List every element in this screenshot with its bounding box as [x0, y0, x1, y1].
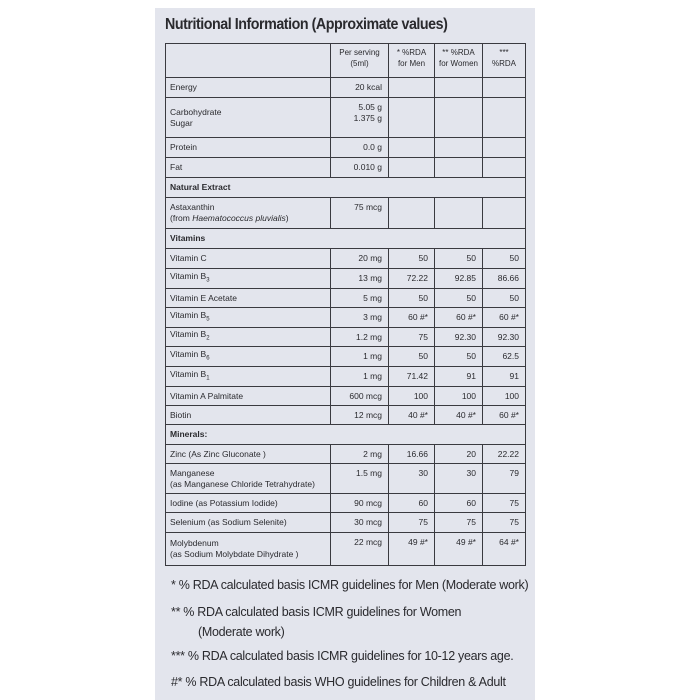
table-row [166, 367, 526, 387]
rda-men-cell [389, 464, 435, 494]
per-serving-cell [331, 78, 389, 98]
rda-women: 100 [461, 390, 476, 401]
nutrient-name: Vitamin B [170, 329, 207, 340]
nutrient-name: Zinc (As Zinc Gluconate ) [170, 448, 266, 459]
nutrient-name: Vitamin B [170, 270, 207, 281]
per-serving-cell [331, 464, 389, 494]
rda-women-cell [435, 445, 483, 464]
rda-women-cell [435, 464, 483, 494]
rda-men: 60 [418, 497, 428, 508]
rda-children: 60 #* [499, 312, 519, 322]
rda-cell [483, 328, 526, 347]
rda-men-cell [389, 249, 435, 269]
header-cell: * %RDA for Men [389, 44, 435, 78]
per-serving-value: 3 mg [363, 312, 382, 322]
nutrient-cell [166, 289, 331, 308]
footnote: * % RDA calculated basis ICMR guidelines for Men (Moderate work) [171, 578, 529, 592]
nutrient-cell [166, 269, 331, 289]
per-serving-cell [331, 198, 389, 229]
rda-men: 75 [418, 517, 428, 527]
rda-women-cell [435, 513, 483, 533]
table-row [166, 158, 526, 178]
rda-women-cell [435, 78, 483, 98]
per-serving-cell [331, 308, 389, 328]
per-serving-cell [331, 98, 389, 138]
table-header-row [166, 44, 526, 78]
nutrient-source: (as Manganese Chloride Tetrahydrate) [170, 478, 315, 489]
rda-women-cell [435, 308, 483, 328]
rda-children: 50 [509, 292, 519, 303]
nutrient-name: Biotin [170, 409, 192, 420]
rda-men: 72.22 [406, 273, 428, 283]
rda-children: 75 [509, 517, 519, 527]
rda-children: 64 #* [499, 537, 519, 547]
rda-cell [483, 387, 526, 406]
nutrition-label-panel [155, 8, 535, 700]
rda-men-cell [389, 513, 435, 533]
table-row [166, 406, 526, 425]
per-serving-value: 75 mcg [354, 202, 382, 212]
rda-women-cell [435, 367, 483, 387]
rda-children: 75 [509, 497, 519, 508]
nutrient-cell [166, 249, 331, 269]
per-serving-cell [331, 289, 389, 308]
section-cell [166, 178, 526, 198]
rda-cell [483, 78, 526, 98]
rda-men-cell [389, 198, 435, 229]
nutrient-cell [166, 387, 331, 406]
nutrient-name: Vitamin B [170, 348, 207, 359]
rda-women-cell [435, 289, 483, 308]
section-cell [166, 425, 526, 445]
per-serving-value: 20 kcal [355, 82, 382, 92]
nutrient-name: Vitamin B [170, 309, 207, 320]
table-row [166, 198, 526, 229]
per-serving-cell [331, 328, 389, 347]
table-row [166, 249, 526, 269]
section-row [166, 425, 526, 445]
table-row [166, 494, 526, 513]
nutrient-name: Vitamin A Palmitate [170, 390, 244, 401]
table-row [166, 78, 526, 98]
table-row [166, 513, 526, 533]
section-row [166, 229, 526, 249]
per-serving-cell [331, 533, 389, 566]
nutrient-cell [166, 158, 331, 178]
rda-children: 79 [509, 468, 519, 478]
rda-men-cell [389, 289, 435, 308]
per-serving-value: 22 mcg [354, 537, 382, 547]
nutrient-cell [166, 308, 331, 328]
per-serving-cell [331, 367, 389, 387]
nutrient-source: (as Sodium Molybdate Dihydrate ) [170, 549, 299, 559]
rda-women: 50 [466, 253, 476, 263]
rda-men: 100 [413, 390, 428, 401]
nutrient-name: Iodine (as Potassium Iodide) [170, 497, 278, 508]
rda-children: 100 [504, 390, 519, 401]
section-row [166, 178, 526, 198]
header-cell: *** %RDA [483, 44, 526, 78]
rda-women: 75 [466, 517, 476, 527]
rda-men: 50 [418, 351, 428, 361]
rda-cell [483, 249, 526, 269]
rda-men-cell [389, 138, 435, 158]
rda-men: 50 [418, 253, 428, 263]
per-serving-value: 5 mg [363, 292, 382, 303]
rda-cell [483, 269, 526, 289]
nutrient-cell [166, 98, 331, 138]
nutrient-name: Fat [170, 162, 183, 172]
rda-cell [483, 98, 526, 138]
label-title: Nutritional Information (Approximate values) [165, 16, 448, 33]
rda-men-cell [389, 445, 435, 464]
rda-men: 50 [418, 292, 428, 303]
subscript: 6 [206, 355, 210, 362]
rda-women-cell [435, 98, 483, 138]
rda-cell [483, 308, 526, 328]
species-name: Haematococcus pluvialis [192, 213, 286, 223]
per-serving-value: 12 mcg [354, 409, 382, 420]
nutrient-name: Protein [170, 142, 197, 152]
rda-women-cell [435, 249, 483, 269]
nutrient-cell [166, 367, 331, 387]
nutrient-name: Vitamin C [170, 253, 207, 263]
per-serving-value: 20 mg [358, 253, 382, 263]
rda-children: 50 [509, 253, 519, 263]
rda-women-cell [435, 533, 483, 566]
rda-cell [483, 289, 526, 308]
nutrient-source: Sugar [170, 117, 193, 128]
section-label: Minerals: [170, 429, 208, 439]
rda-men-cell [389, 406, 435, 425]
rda-men-cell [389, 347, 435, 367]
table-row [166, 347, 526, 367]
rda-cell [483, 445, 526, 464]
per-serving-value: 5.05 g [358, 102, 382, 112]
footnote: #* % RDA calculated basis WHO guidelines for Children & Adult [171, 675, 506, 689]
rda-men-cell [389, 98, 435, 138]
per-serving-cell [331, 406, 389, 425]
per-serving-value: 0.0 g [363, 142, 382, 152]
table-row [166, 445, 526, 464]
nutrient-cell [166, 347, 331, 367]
rda-cell [483, 367, 526, 387]
table-row [166, 464, 526, 494]
rda-men: 30 [418, 468, 428, 478]
section-label: Natural Extract [170, 182, 231, 192]
per-serving-value: 1.2 mg [356, 331, 382, 342]
per-serving-cell [331, 494, 389, 513]
rda-children: 92.30 [497, 331, 519, 342]
footnote-continuation: (Moderate work) [198, 625, 285, 639]
rda-cell [483, 494, 526, 513]
table-row [166, 308, 526, 328]
nutrient-name: Carbohydrate [170, 106, 222, 117]
nutrition-table [165, 43, 526, 566]
nutrient-cell [166, 494, 331, 513]
rda-women-cell [435, 347, 483, 367]
per-serving-value: 600 mcg [349, 390, 382, 401]
nutrient-name: Astaxanthin [170, 202, 215, 212]
rda-children: 22.22 [497, 448, 519, 459]
rda-men-cell [389, 533, 435, 566]
per-serving-cell [331, 249, 389, 269]
rda-men-cell [389, 328, 435, 347]
rda-women-cell [435, 138, 483, 158]
rda-women-cell [435, 494, 483, 513]
per-serving-value: 1.375 g [353, 113, 382, 123]
rda-men-cell [389, 269, 435, 289]
nutrient-cell [166, 533, 331, 566]
subscript: 3 [206, 277, 210, 284]
rda-women-cell [435, 158, 483, 178]
table-row [166, 98, 526, 138]
rda-women-cell [435, 406, 483, 425]
nutrient-name: Energy [170, 82, 197, 92]
per-serving-value: 1.5 mg [356, 468, 382, 478]
rda-cell [483, 198, 526, 229]
header-cell: Per serving (5ml) [331, 44, 389, 78]
rda-men: 60 #* [408, 312, 428, 322]
rda-children: 86.66 [497, 273, 519, 283]
rda-women: 92.30 [454, 331, 476, 342]
rda-men: 16.66 [406, 448, 428, 459]
rda-women: 20 [466, 448, 476, 459]
section-label: Vitamins [170, 233, 206, 243]
rda-men: 75 [418, 331, 428, 342]
table-row [166, 269, 526, 289]
subscript: 1 [206, 375, 210, 382]
rda-cell [483, 533, 526, 566]
rda-women: 92.85 [454, 273, 476, 283]
rda-cell [483, 138, 526, 158]
rda-men-cell [389, 387, 435, 406]
per-serving-cell [331, 347, 389, 367]
per-serving-value: 1 mg [363, 371, 382, 381]
nutrient-cell [166, 513, 331, 533]
per-serving-value: 1 mg [363, 351, 382, 361]
rda-women: 30 [466, 468, 476, 478]
rda-men: 71.42 [406, 371, 428, 381]
rda-women-cell [435, 269, 483, 289]
header-cell: ** %RDA for Women [435, 44, 483, 78]
nutrient-name: Selenium (as Sodium Selenite) [170, 517, 287, 527]
table-row [166, 289, 526, 308]
subscript: 2 [206, 335, 210, 342]
rda-cell [483, 158, 526, 178]
nutrient-source-suffix: ) [285, 213, 289, 223]
rda-women: 50 [466, 292, 476, 303]
table-row [166, 328, 526, 347]
nutrient-cell [166, 198, 331, 229]
per-serving-cell [331, 387, 389, 406]
per-serving-value: 2 mg [363, 448, 382, 459]
footnote: *** % RDA calculated basis ICMR guidelines for 10-12 years age. [171, 649, 514, 663]
rda-women-cell [435, 387, 483, 406]
per-serving-value: 0.010 g [353, 162, 382, 172]
rda-men-cell [389, 367, 435, 387]
nutrient-name: Molybdenum [170, 538, 219, 548]
nutrient-source-prefix: (from [170, 213, 193, 223]
rda-women: 50 [466, 351, 476, 361]
rda-women: 91 [466, 371, 476, 381]
footnote: ** % RDA calculated basis ICMR guidelines for Women [171, 605, 462, 619]
rda-women: 49 #* [456, 537, 476, 547]
rda-men: 49 #* [408, 537, 428, 547]
nutrient-cell [166, 445, 331, 464]
table-row [166, 533, 526, 566]
nutrient-name: Vitamin B [170, 368, 207, 379]
rda-women: 60 #* [456, 312, 476, 322]
rda-cell [483, 347, 526, 367]
per-serving-value: 13 mg [358, 273, 382, 283]
per-serving-value: 90 mcg [354, 497, 382, 508]
per-serving-cell [331, 445, 389, 464]
rda-cell [483, 464, 526, 494]
rda-women-cell [435, 328, 483, 347]
rda-men-cell [389, 158, 435, 178]
rda-children: 62.5 [502, 351, 519, 361]
nutrient-cell [166, 464, 331, 494]
rda-children: 91 [509, 371, 519, 381]
nutrient-cell [166, 406, 331, 425]
rda-men: 40 #* [408, 409, 428, 420]
nutrient-cell [166, 328, 331, 347]
section-cell [166, 229, 526, 249]
nutrient-cell [166, 138, 331, 158]
rda-women-cell [435, 198, 483, 229]
per-serving-cell [331, 138, 389, 158]
rda-cell [483, 513, 526, 533]
table-row [166, 387, 526, 406]
per-serving-value: 30 mcg [354, 517, 382, 527]
rda-cell [483, 406, 526, 425]
rda-women: 40 #* [456, 409, 476, 420]
per-serving-cell [331, 158, 389, 178]
nutrient-name: Vitamin E Acetate [170, 292, 237, 303]
nutrient-name: Manganese [170, 467, 215, 478]
header-cell [166, 44, 331, 78]
rda-women: 60 [466, 497, 476, 508]
per-serving-cell [331, 513, 389, 533]
nutrient-cell [166, 78, 331, 98]
per-serving-cell [331, 269, 389, 289]
rda-children: 60 #* [499, 409, 519, 420]
rda-men-cell [389, 308, 435, 328]
table-row [166, 138, 526, 158]
rda-men-cell [389, 78, 435, 98]
subscript: 5 [206, 316, 210, 323]
rda-men-cell [389, 494, 435, 513]
